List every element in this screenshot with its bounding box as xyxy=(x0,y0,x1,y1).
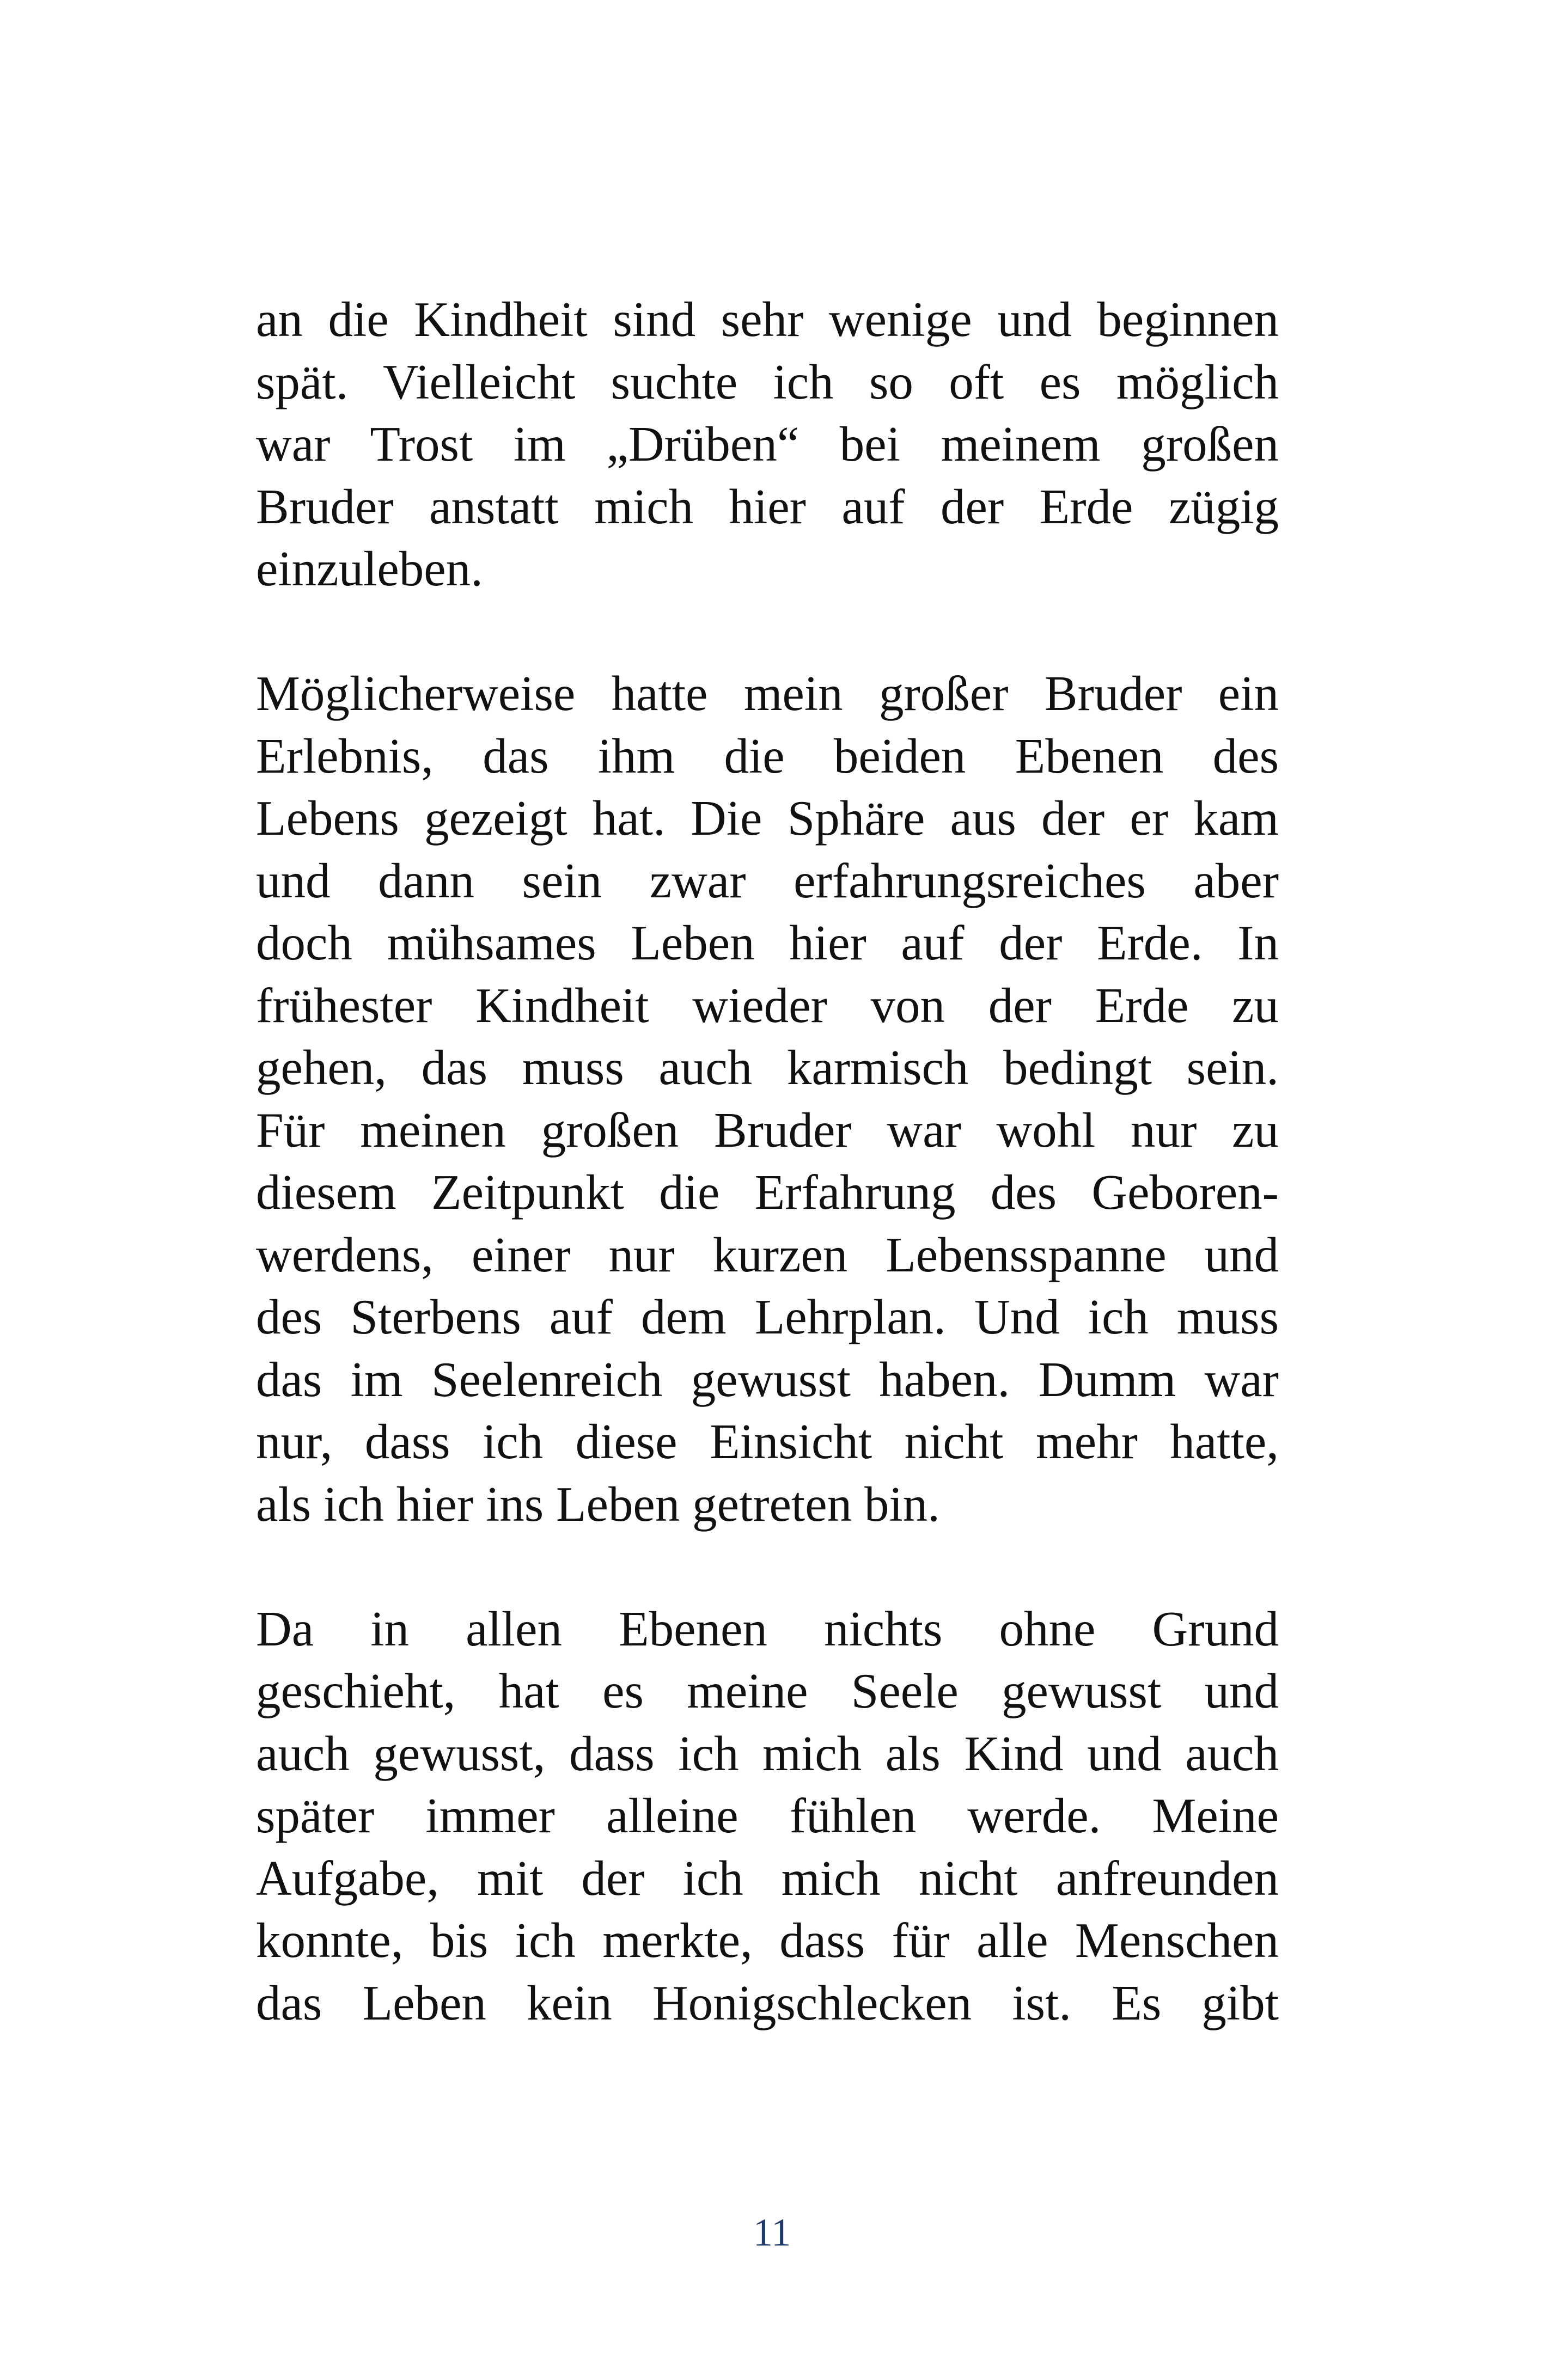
text-line: doch mühsames Leben hier auf der Erde. In xyxy=(256,915,1279,970)
text-line: geschieht, hat es meine Seele gewusst und xyxy=(256,1663,1279,1718)
text-line: war Trost im „Drüben“ bei meinem großen xyxy=(256,417,1279,472)
paragraph-spacer xyxy=(256,1535,1279,1598)
text-line: werdens, einer nur kurzen Lebensspanne und xyxy=(256,1227,1279,1282)
text-line: gehen, das muss auch karmisch bedingt sein. xyxy=(256,1040,1279,1095)
text-line: einzuleben. xyxy=(256,541,483,596)
text-line: des Sterbens auf dem Lehrplan. Und ich muss xyxy=(256,1289,1279,1344)
body-text xyxy=(256,289,1279,2034)
text-line: später immer alleine fühlen werde. Meine xyxy=(256,1788,1279,1843)
text-line: und dann sein zwar erfahrungsreiches aber xyxy=(256,853,1279,908)
text-line: Möglicherweise hatte mein großer Bruder ein xyxy=(256,666,1279,721)
text-line: frühester Kindheit wieder von der Erde zu xyxy=(256,977,1279,1033)
text-line: Erlebnis, das ihm die beiden Ebenen des xyxy=(256,728,1279,784)
paragraph-1 xyxy=(256,289,1279,601)
text-line: diesem Zeitpunkt die Erfahrung des Geboren- xyxy=(256,1165,1279,1220)
paragraph-3 xyxy=(256,1598,1279,2035)
text-line: auch gewusst, dass ich mich als Kind und auch xyxy=(256,1726,1279,1781)
text-line: das im Seelenreich gewusst haben. Dumm war xyxy=(256,1351,1279,1407)
text-line: Bruder anstatt mich hier auf der Erde zügig xyxy=(256,479,1279,534)
text-line: konnte, bis ich merkte, dass für alle Menschen xyxy=(256,1913,1279,1968)
text-line: das Leben kein Honigschlecken ist. Es gibt xyxy=(256,1975,1279,2030)
text-line: als ich hier ins Leben getreten bin. xyxy=(256,1476,940,1532)
page-number: 11 xyxy=(753,2211,791,2254)
text-line: Da in allen Ebenen nichts ohne Grund xyxy=(256,1601,1279,1656)
text-line: nur, dass ich diese Einsicht nicht mehr hatte, xyxy=(256,1414,1279,1469)
paragraph-2 xyxy=(256,663,1279,1535)
text-line: an die Kindheit sind sehr wenige und beginnen xyxy=(256,292,1279,347)
text-line: Für meinen großen Bruder war wohl nur zu xyxy=(256,1102,1279,1158)
text-line: Lebens gezeigt hat. Die Sphäre aus der er kam xyxy=(256,791,1279,846)
text-line: spät. Vielleicht suchte ich so oft es möglich xyxy=(256,354,1279,409)
text-line: Aufgabe, mit der ich mich nicht anfreunden xyxy=(256,1850,1279,1906)
paragraph-spacer xyxy=(256,601,1279,663)
